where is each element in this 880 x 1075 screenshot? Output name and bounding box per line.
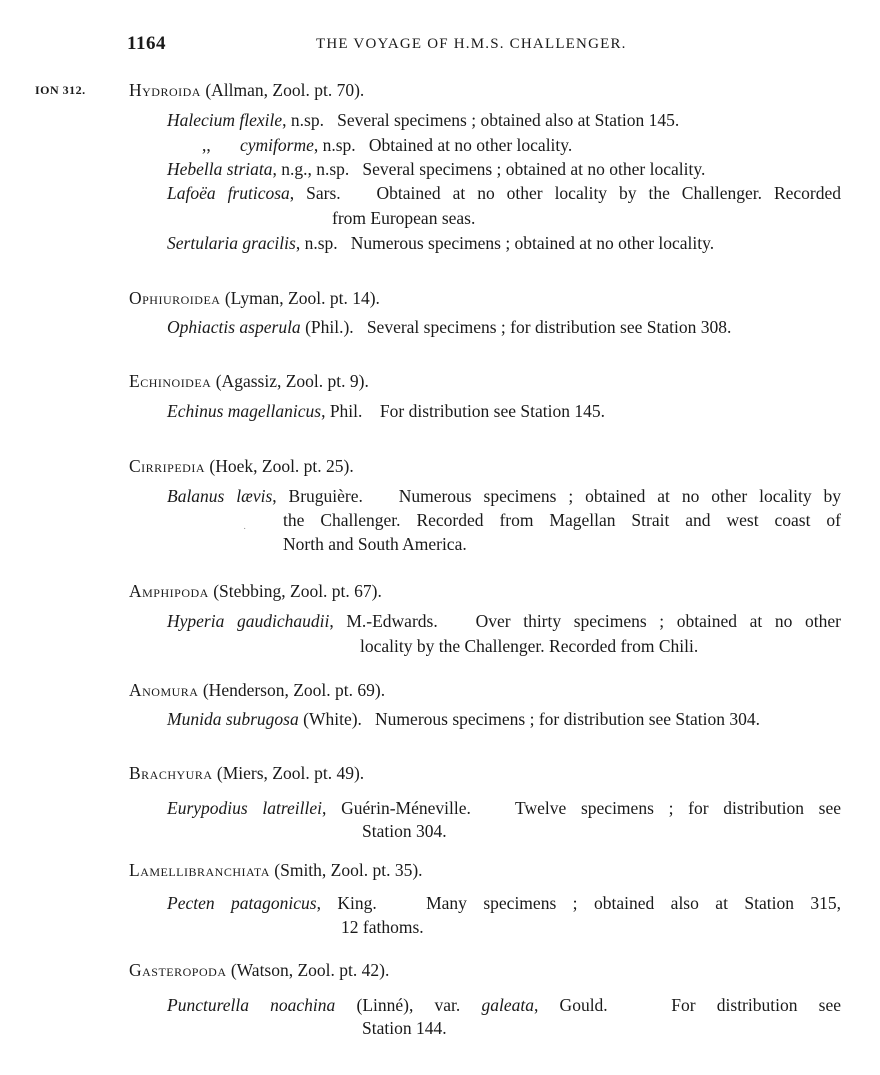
group-reference: (Watson, Zool. pt. 42). — [226, 960, 390, 980]
species-note: Several specimens ; for distribution see Station 308. — [366, 317, 732, 337]
group-reference: (Agassiz, Zool. pt. 9). — [211, 371, 369, 391]
species-authority: , King. — [316, 893, 377, 913]
group-heading — [129, 456, 354, 477]
species-note: Over thirty specimens ; obtained at no other — [475, 611, 841, 631]
species-authority: , Guérin-Méneville. — [322, 798, 471, 818]
group-name: Lamellibranchiata — [129, 860, 270, 880]
species-note: Numerous specimens ; obtained at no other locality. — [350, 233, 715, 253]
group-name: Amphipoda — [129, 581, 209, 601]
species-authority: , Bruguière. — [272, 486, 363, 506]
species-note: For distribution see Station 145. — [379, 401, 605, 421]
variety-name: galeata — [481, 995, 534, 1015]
species-name: Puncturella noachina — [167, 995, 336, 1015]
species-note: Numerous specimens ; for distribution see Station 304. — [375, 709, 760, 729]
page-number: 1164 — [127, 33, 166, 54]
group-name: Hydroida — [129, 80, 201, 100]
running-header — [0, 33, 880, 61]
stray-mark: ˙ — [243, 527, 247, 538]
species-entry — [167, 183, 841, 204]
group-name: Echinoidea — [129, 371, 212, 391]
species-authority: , Sars. — [289, 183, 341, 203]
species-name: Munida subrugosa — [167, 709, 299, 729]
species-entry — [167, 233, 714, 254]
group-reference: (Smith, Zool. pt. 35). — [269, 860, 423, 880]
group-reference: (Henderson, Zool. pt. 69). — [198, 680, 386, 700]
entry-continuation: locality by the Challenger. Recorded from Chili. — [360, 636, 699, 656]
species-note: Several specimens ; obtained also at Station 145. — [337, 110, 680, 130]
species-note: For distribution see — [671, 995, 842, 1015]
group-reference: (Stebbing, Zool. pt. 67). — [208, 581, 382, 601]
species-entry — [167, 317, 731, 338]
species-authority: , n.sp. — [295, 233, 338, 253]
species-name: Ophiactis asperula — [167, 317, 301, 337]
species-name: Echinus magellanicus — [167, 401, 322, 421]
species-authority: , n.g., n.sp. — [272, 159, 350, 179]
station-label: ION 312. — [35, 83, 86, 97]
species-note: Numerous specimens ; obtained at no other locality by — [398, 486, 842, 506]
group-name: Ophiuroidea — [129, 288, 221, 308]
species-name: Hyperia gaudichaudii — [167, 611, 330, 631]
species-entry — [167, 709, 760, 730]
species-entry — [167, 995, 841, 1016]
species-entry — [167, 798, 841, 819]
group-reference: (Miers, Zool. pt. 49). — [212, 763, 365, 783]
species-name: Pecten patagonicus — [167, 893, 317, 913]
species-authority: , n.sp. — [313, 135, 356, 155]
group-heading — [129, 288, 380, 309]
species-entry — [167, 611, 841, 632]
group-heading — [129, 581, 382, 602]
species-entry — [167, 401, 605, 422]
species-note: Many specimens ; obtained also at Station 315, — [426, 893, 842, 913]
running-title: THE VOYAGE OF H.M.S. CHALLENGER. — [316, 36, 627, 52]
group-heading — [129, 80, 364, 101]
species-name: Hebella striata — [167, 159, 273, 179]
species-entry — [167, 110, 679, 131]
entry-continuation: from European seas. — [332, 208, 476, 228]
species-authority: (Phil.). — [300, 317, 354, 337]
group-heading — [129, 371, 369, 392]
group-name: Cirripedia — [129, 456, 206, 476]
entry-continuation: North and South America. — [283, 534, 467, 554]
species-note: Twelve specimens ; for distribution see — [515, 798, 842, 818]
species-note: Obtained at no other locality by the Challenger. Recorded — [376, 183, 841, 203]
group-reference: (Allman, Zool. pt. 70). — [200, 80, 365, 100]
species-name: Eurypodius latreillei — [167, 798, 323, 818]
species-authority: (Linné), var. — [335, 995, 482, 1015]
group-heading — [129, 960, 389, 981]
species-entry — [167, 893, 841, 914]
entry-continuation: Station 144. — [362, 1018, 447, 1038]
entry-continuation: Station 304. — [362, 821, 447, 841]
group-heading — [129, 860, 423, 881]
species-name: cymiforme — [240, 135, 314, 155]
species-name: Sertularia gracilis — [167, 233, 296, 253]
group-heading — [129, 763, 364, 784]
entry-continuation: the Challenger. Recorded from Magellan Strait and west coast of — [283, 510, 841, 530]
group-name: Brachyura — [129, 763, 213, 783]
species-authority: , Phil. — [321, 401, 363, 421]
species-note: Several specimens ; obtained at no other locality. — [362, 159, 706, 179]
variety-authority: , Gould. — [533, 995, 608, 1015]
group-reference: (Lyman, Zool. pt. 14). — [220, 288, 380, 308]
species-entry — [167, 159, 705, 180]
species-entry — [167, 486, 841, 507]
group-heading — [129, 680, 385, 701]
group-reference: (Hoek, Zool. pt. 25). — [205, 456, 354, 476]
species-authority: , n.sp. — [282, 110, 324, 130]
species-entry — [202, 135, 572, 156]
ditto-mark: ,, — [202, 135, 211, 155]
group-name: Anomura — [129, 680, 199, 700]
species-name: Balanus lævis — [167, 486, 273, 506]
group-name: Gasteropoda — [129, 960, 227, 980]
species-authority: (White). — [298, 709, 362, 729]
entry-continuation: 12 fathoms. — [341, 917, 424, 937]
species-name: Lafoëa fruticosa — [167, 183, 290, 203]
species-authority: , M.-Edwards. — [329, 611, 438, 631]
species-note: Obtained at no other locality. — [368, 135, 573, 155]
species-name: Halecium flexile — [167, 110, 283, 130]
